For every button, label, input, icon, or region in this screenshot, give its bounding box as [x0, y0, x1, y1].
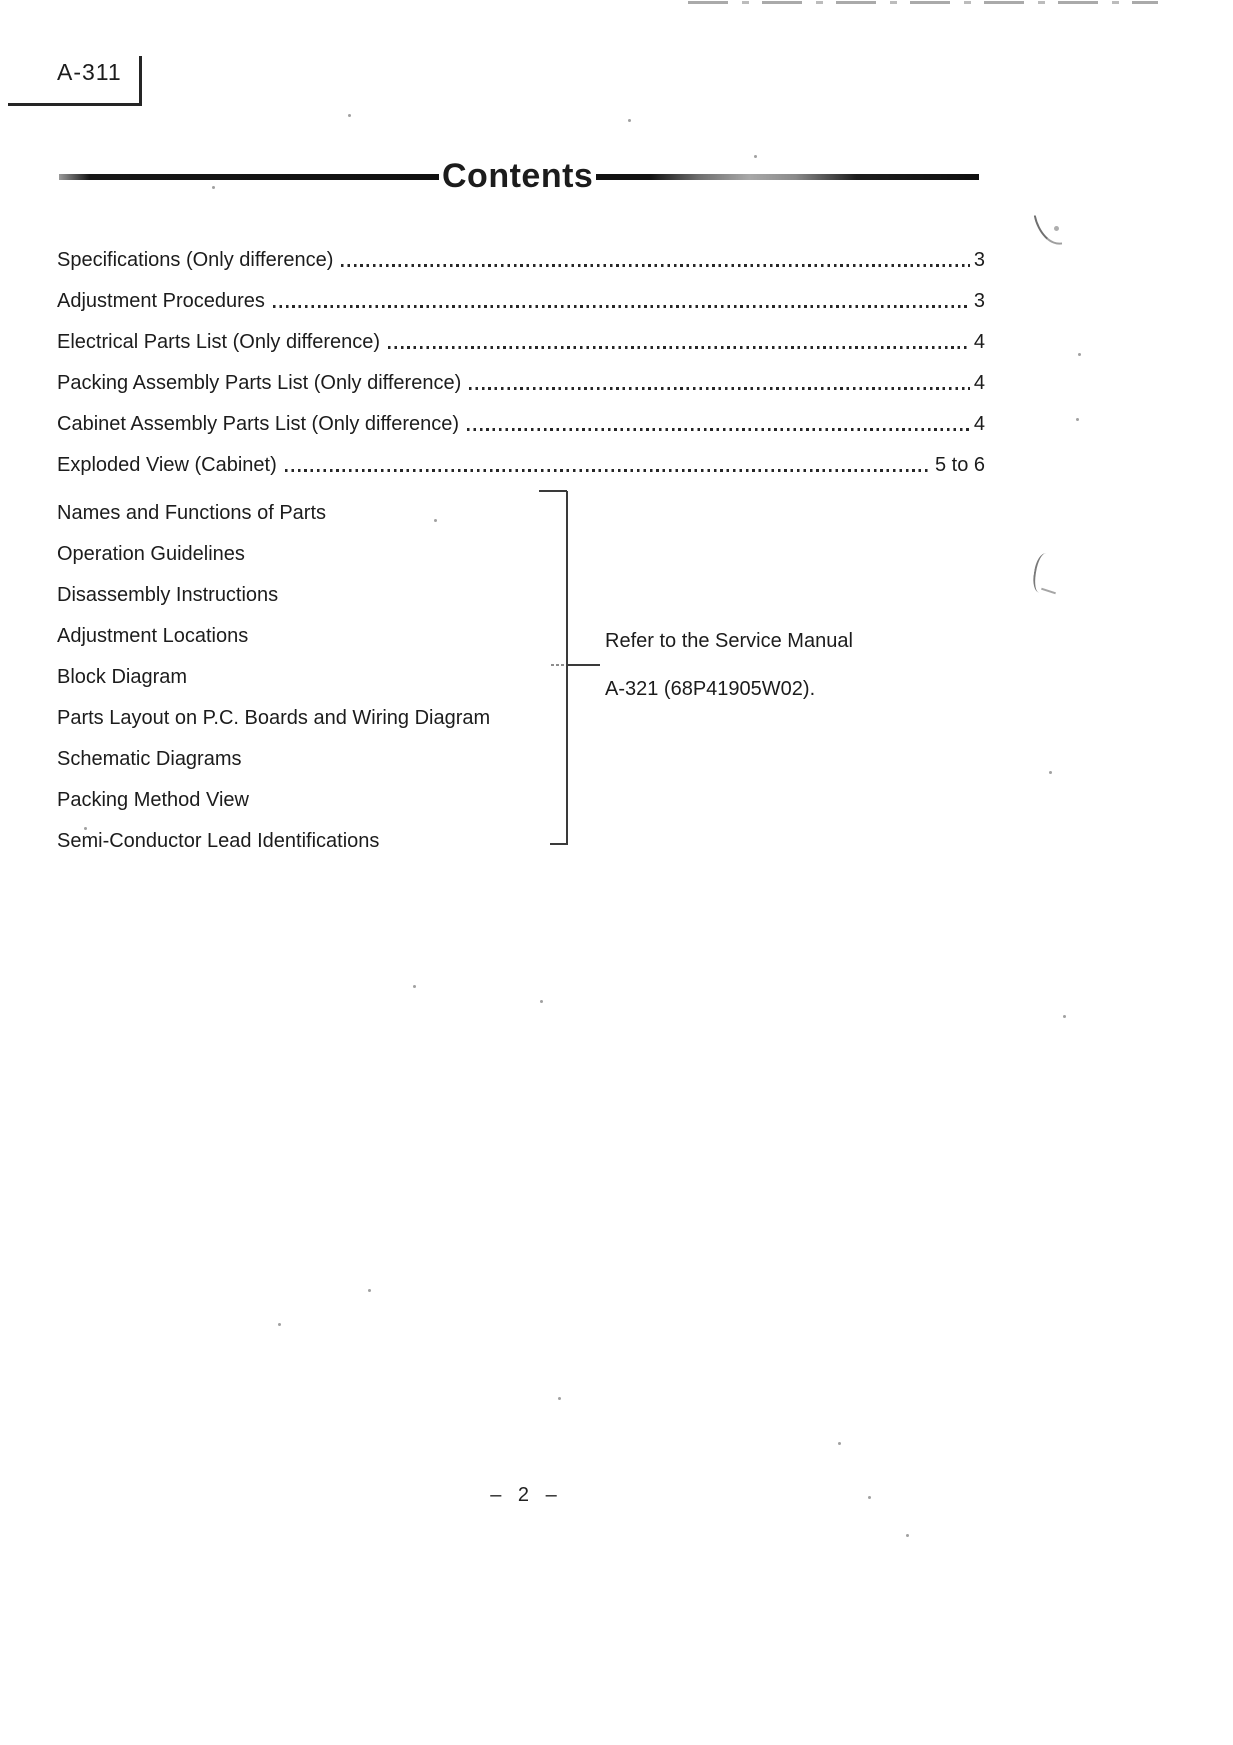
- group-bracket-tick-middle: [567, 664, 600, 666]
- model-box-border-horizontal: [8, 103, 142, 106]
- toc-entry-label: Exploded View (Cabinet): [57, 454, 277, 476]
- dot-leader: [273, 305, 970, 308]
- toc-entry-page: 3: [973, 249, 985, 271]
- toc-entry: [57, 240, 985, 281]
- toc-entry: [57, 322, 985, 363]
- dot-leader: [285, 469, 931, 472]
- scan-speck: [558, 1397, 561, 1400]
- toc-entries: [57, 240, 985, 486]
- toc-entry-label: Electrical Parts List (Only difference): [57, 331, 381, 353]
- referenced-section-item: Names and Functions of Parts: [57, 502, 327, 524]
- scan-speck: [212, 186, 215, 189]
- scan-speck: [1076, 418, 1079, 421]
- toc-entry: [57, 281, 985, 322]
- referenced-section-item: Schematic Diagrams: [57, 748, 242, 770]
- scan-speck: [1049, 771, 1052, 774]
- referenced-section-item: Packing Method View: [57, 789, 249, 811]
- model-box-border-vertical: [139, 56, 142, 106]
- toc-entry-page: 4: [973, 413, 985, 435]
- group-bracket-tick-middle-faint: [551, 664, 566, 666]
- toc-entry-page: 4: [973, 372, 985, 394]
- title-rule-left: [59, 174, 439, 180]
- reference-note: [605, 630, 853, 701]
- scan-speck: [348, 114, 351, 117]
- scan-speck: [628, 119, 631, 122]
- reference-note-line1: Refer to the Service Manual: [605, 630, 853, 652]
- scan-artifact-top-dashes: [688, 1, 1158, 4]
- model-label: A-311: [57, 59, 122, 85]
- scan-speck: [754, 155, 757, 158]
- referenced-sections-list: [57, 493, 527, 862]
- referenced-section-item: Block Diagram: [57, 666, 188, 688]
- toc-entry: [57, 404, 985, 445]
- scan-speck: [413, 985, 416, 988]
- title-rule-right: [596, 174, 979, 180]
- scan-speck: [368, 1289, 371, 1292]
- scan-speck: [1078, 353, 1081, 356]
- scan-speck: [906, 1534, 909, 1537]
- referenced-section-item: Adjustment Locations: [57, 625, 249, 647]
- referenced-section-item: Parts Layout on P.C. Boards and Wiring Diagram: [57, 707, 491, 729]
- toc-entry-page: 5 to 6: [934, 454, 985, 476]
- toc-entry-label: Specifications (Only difference): [57, 249, 334, 271]
- referenced-section-item: Semi-Conductor Lead Identifications: [57, 830, 380, 852]
- scan-speck: [540, 1000, 543, 1003]
- scan-speck: [1063, 1015, 1066, 1018]
- toc-entry-label: Adjustment Procedures: [57, 290, 265, 312]
- reference-note-line2: A-321 (68P41905W02).: [605, 678, 816, 700]
- referenced-section-item: Operation Guidelines: [57, 543, 245, 565]
- toc-entry: [57, 445, 985, 486]
- toc-entry-page: 4: [973, 331, 985, 353]
- dot-leader: [467, 428, 970, 431]
- group-bracket-tick-top: [539, 490, 567, 492]
- dot-leader: [388, 346, 970, 349]
- contents-title-row: [59, 157, 979, 196]
- referenced-section-item: Disassembly Instructions: [57, 584, 279, 606]
- scan-speck: [434, 519, 437, 522]
- toc-entry-label: Cabinet Assembly Parts List (Only difference): [57, 413, 460, 435]
- dot-leader: [341, 264, 969, 267]
- scan-speck: [868, 1496, 871, 1499]
- scan-speck: [84, 827, 87, 830]
- toc-entry-label: Packing Assembly Parts List (Only difference): [57, 372, 462, 394]
- toc-entry-page: 3: [973, 290, 985, 312]
- group-bracket-line: [566, 491, 568, 845]
- dot-leader: [469, 387, 970, 390]
- scan-speck: [278, 1323, 281, 1326]
- footer-page-number: – 2 –: [490, 1484, 559, 1506]
- scan-speck: [838, 1442, 841, 1445]
- scan-artifact-dot: [1054, 226, 1059, 231]
- group-bracket-tick-bottom: [550, 843, 567, 845]
- page-title: Contents: [442, 157, 594, 195]
- toc-entry: [57, 363, 985, 404]
